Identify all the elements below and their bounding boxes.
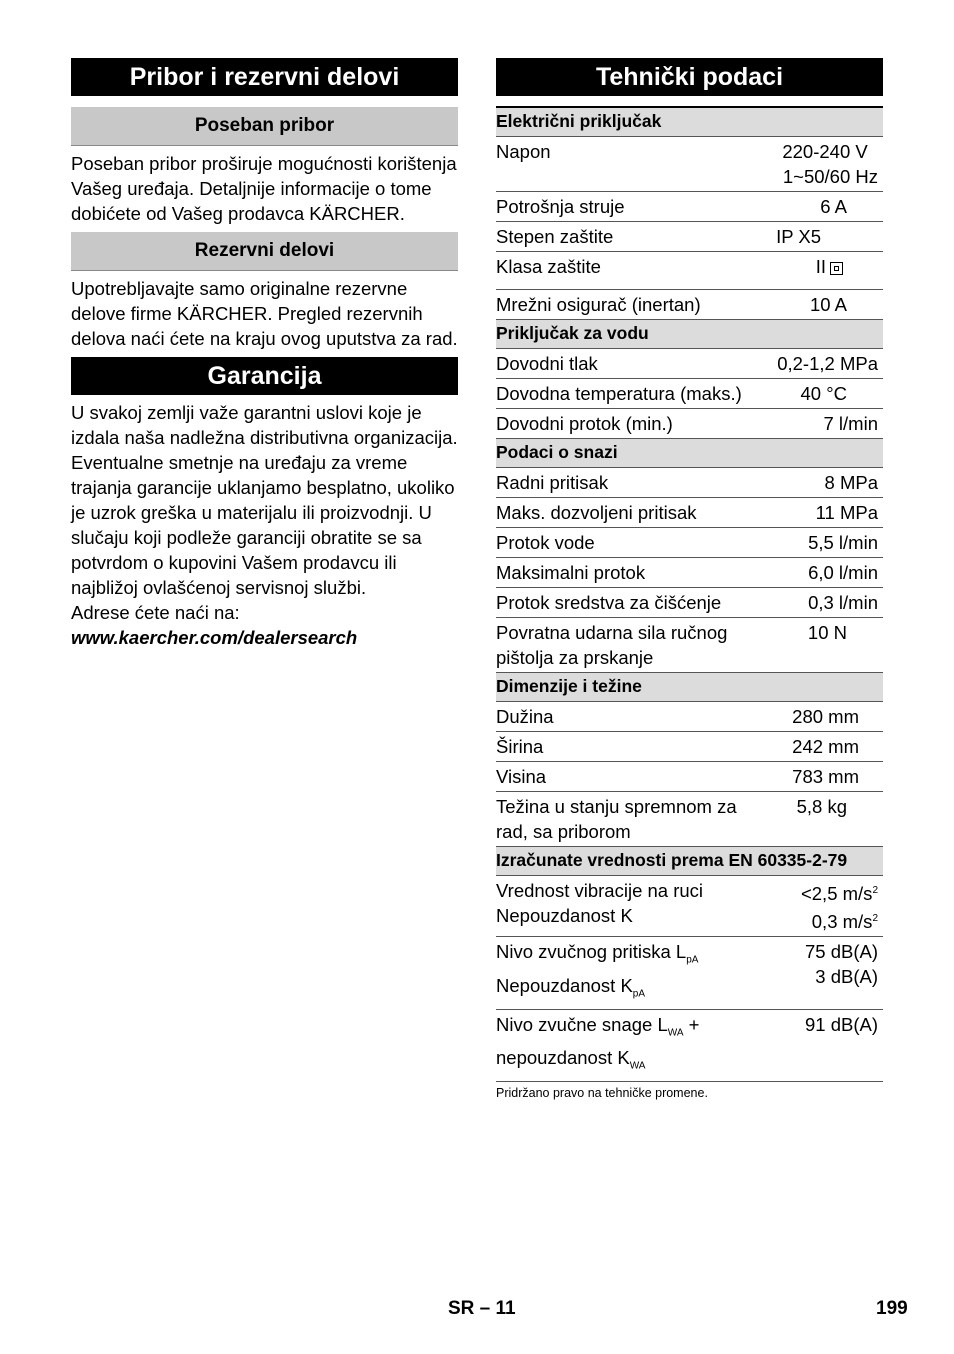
- spec-row: [496, 558, 883, 588]
- spec-label: Radni pritisak: [496, 468, 746, 498]
- spec-row: [496, 937, 883, 1009]
- spec-row: [496, 290, 883, 320]
- dealer-url-link[interactable]: www.kaercher.com/dealersearch: [71, 627, 358, 648]
- spec-label: Nivo zvučne snage $L_{WA}$ + nepouzdanost $K_{WA}$: [496, 1009, 746, 1081]
- spec-value: 40 °C: [746, 379, 883, 409]
- spec-value: 0,2-1,2 MPa: [746, 349, 883, 379]
- spec-value: 242 mm: [746, 732, 883, 762]
- spec-label: Potrošnja struje: [496, 192, 746, 222]
- spec-value: <2,5 $m/s^2$ 0,3 $m/s^2$: [746, 876, 883, 937]
- poseban-pribor-text: Poseban pribor proširuje mogućnosti korištenja Vašeg uređaja. Detaljnije informacije o tome dobićete od Vašeg prodavca KÄRCHER.: [71, 153, 457, 224]
- spec-table: [496, 106, 883, 1082]
- spec-value: 10 N: [746, 618, 883, 673]
- spec-label: Širina: [496, 732, 746, 762]
- spec-label: Dovodna temperatura (maks.): [496, 379, 746, 409]
- spec-row: [496, 618, 883, 673]
- spec-row: [496, 252, 883, 290]
- spec-label: Protok sredstva za čišćenje: [496, 588, 746, 618]
- spec-label: Klasa zaštite: [496, 252, 746, 290]
- spec-label: Dužina: [496, 702, 746, 732]
- section-title-tehnicki-podaci: Tehnički podaci: [496, 58, 883, 96]
- spec-label: Napon: [496, 137, 746, 192]
- spec-section-header: Podaci o snazi: [496, 439, 883, 468]
- spec-label: Stepen zaštite: [496, 222, 746, 252]
- spec-label: Visina: [496, 762, 746, 792]
- spec-row: [496, 222, 883, 252]
- spec-row: [496, 137, 883, 192]
- spec-value: 280 mm: [746, 702, 883, 732]
- spec-row: [496, 1009, 883, 1081]
- spec-row: [496, 528, 883, 558]
- spec-value: 11 MPa: [746, 498, 883, 528]
- spec-value: 91 dB(A): [746, 1009, 883, 1081]
- spec-value: 10 A: [746, 290, 883, 320]
- protection-class-ii-icon: [830, 262, 843, 275]
- spec-row: [496, 379, 883, 409]
- spec-value: 75 dB(A) 3 dB(A): [746, 937, 883, 1009]
- spec-label: Maksimalni protok: [496, 558, 746, 588]
- spec-label: Protok vode: [496, 528, 746, 558]
- spec-section-header: Priključak za vodu: [496, 320, 883, 349]
- spec-row: [496, 192, 883, 222]
- rezervni-delovi-text: Upotrebljavajte samo originalne rezervne delove firme KÄRCHER. Pregled rezervnih delova naći ćete na kraju ovog uputstva za rad.: [71, 278, 458, 349]
- spec-row: [496, 792, 883, 847]
- garancija-body: U svakoj zemlji važe garantni uslovi koje je izdala naša nadležna distributivna organizacija. Eventualne smetnje na uređaju za vreme trajanja garancije uklanjamo besplatno, ukoliko je uzrok greška u materijalu ili proizvodnji. U slučaju koji podleže garanciji obratite se sa potvrdom o kupovini Vašem prodavcu ili najbližoj ovlašćenoj servisnoj službi.: [71, 402, 458, 598]
- spec-value: 7 l/min: [746, 409, 883, 439]
- spec-row: [496, 349, 883, 379]
- spec-value: 6 A: [746, 192, 883, 222]
- spec-value: 5,5 l/min: [746, 528, 883, 558]
- spec-label: Nivo zvučnog pritiska $L_{pA}$ Nepouzdanost $K_{pA}$: [496, 937, 746, 1009]
- section-title-pribor: Pribor i rezervni delovi: [71, 58, 458, 96]
- spec-label: Težina u stanju spremnom za rad, sa priborom: [496, 792, 746, 847]
- spec-label: Dovodni tlak: [496, 349, 746, 379]
- spec-row: [496, 468, 883, 498]
- left-column: [71, 58, 458, 656]
- subsection-title-rezervni-delovi: Rezervni delovi: [71, 232, 458, 271]
- spec-section-header: Dimenzije i težine: [496, 673, 883, 702]
- spec-value: 220-240 V 1~50/60 Hz: [746, 137, 883, 192]
- spec-value: 6,0 l/min: [746, 558, 883, 588]
- spec-value: 0,3 l/min: [746, 588, 883, 618]
- spec-row: [496, 876, 883, 937]
- spec-value: II: [746, 252, 883, 290]
- spec-label: Dovodni protok (min.): [496, 409, 746, 439]
- spec-value: IP X5: [746, 222, 883, 252]
- subsection-title-poseban-pribor: Poseban pribor: [71, 107, 458, 146]
- page-number: 199: [876, 1298, 908, 1319]
- section-title-garancija: Garancija: [71, 357, 458, 395]
- spec-label: Mrežni osigurač (inertan): [496, 290, 746, 320]
- spec-section-header: Električni priključak: [496, 107, 883, 137]
- spec-value: 783 mm: [746, 762, 883, 792]
- spec-value: 5,8 kg: [746, 792, 883, 847]
- garancija-text: [71, 395, 458, 656]
- spec-row: [496, 498, 883, 528]
- spec-section-header: Izračunate vrednosti prema EN 60335-2-79: [496, 847, 883, 876]
- footnote: Pridržano pravo na tehničke promene.: [496, 1086, 708, 1101]
- spec-row: [496, 702, 883, 732]
- spec-label: Vrednost vibracije na ruci Nepouzdanost K: [496, 876, 746, 937]
- address-label: Adrese ćete naći na:: [71, 602, 240, 623]
- footer-section-ref: SR – 11: [448, 1298, 516, 1319]
- spec-row: [496, 588, 883, 618]
- spec-row: [496, 409, 883, 439]
- spec-row: [496, 732, 883, 762]
- spec-label: Povratna udarna sila ručnog pištolja za prskanje: [496, 618, 746, 673]
- right-column: [496, 58, 883, 1100]
- spec-row: [496, 762, 883, 792]
- spec-label: Maks. dozvoljeni pritisak: [496, 498, 746, 528]
- spec-value: 8 MPa: [746, 468, 883, 498]
